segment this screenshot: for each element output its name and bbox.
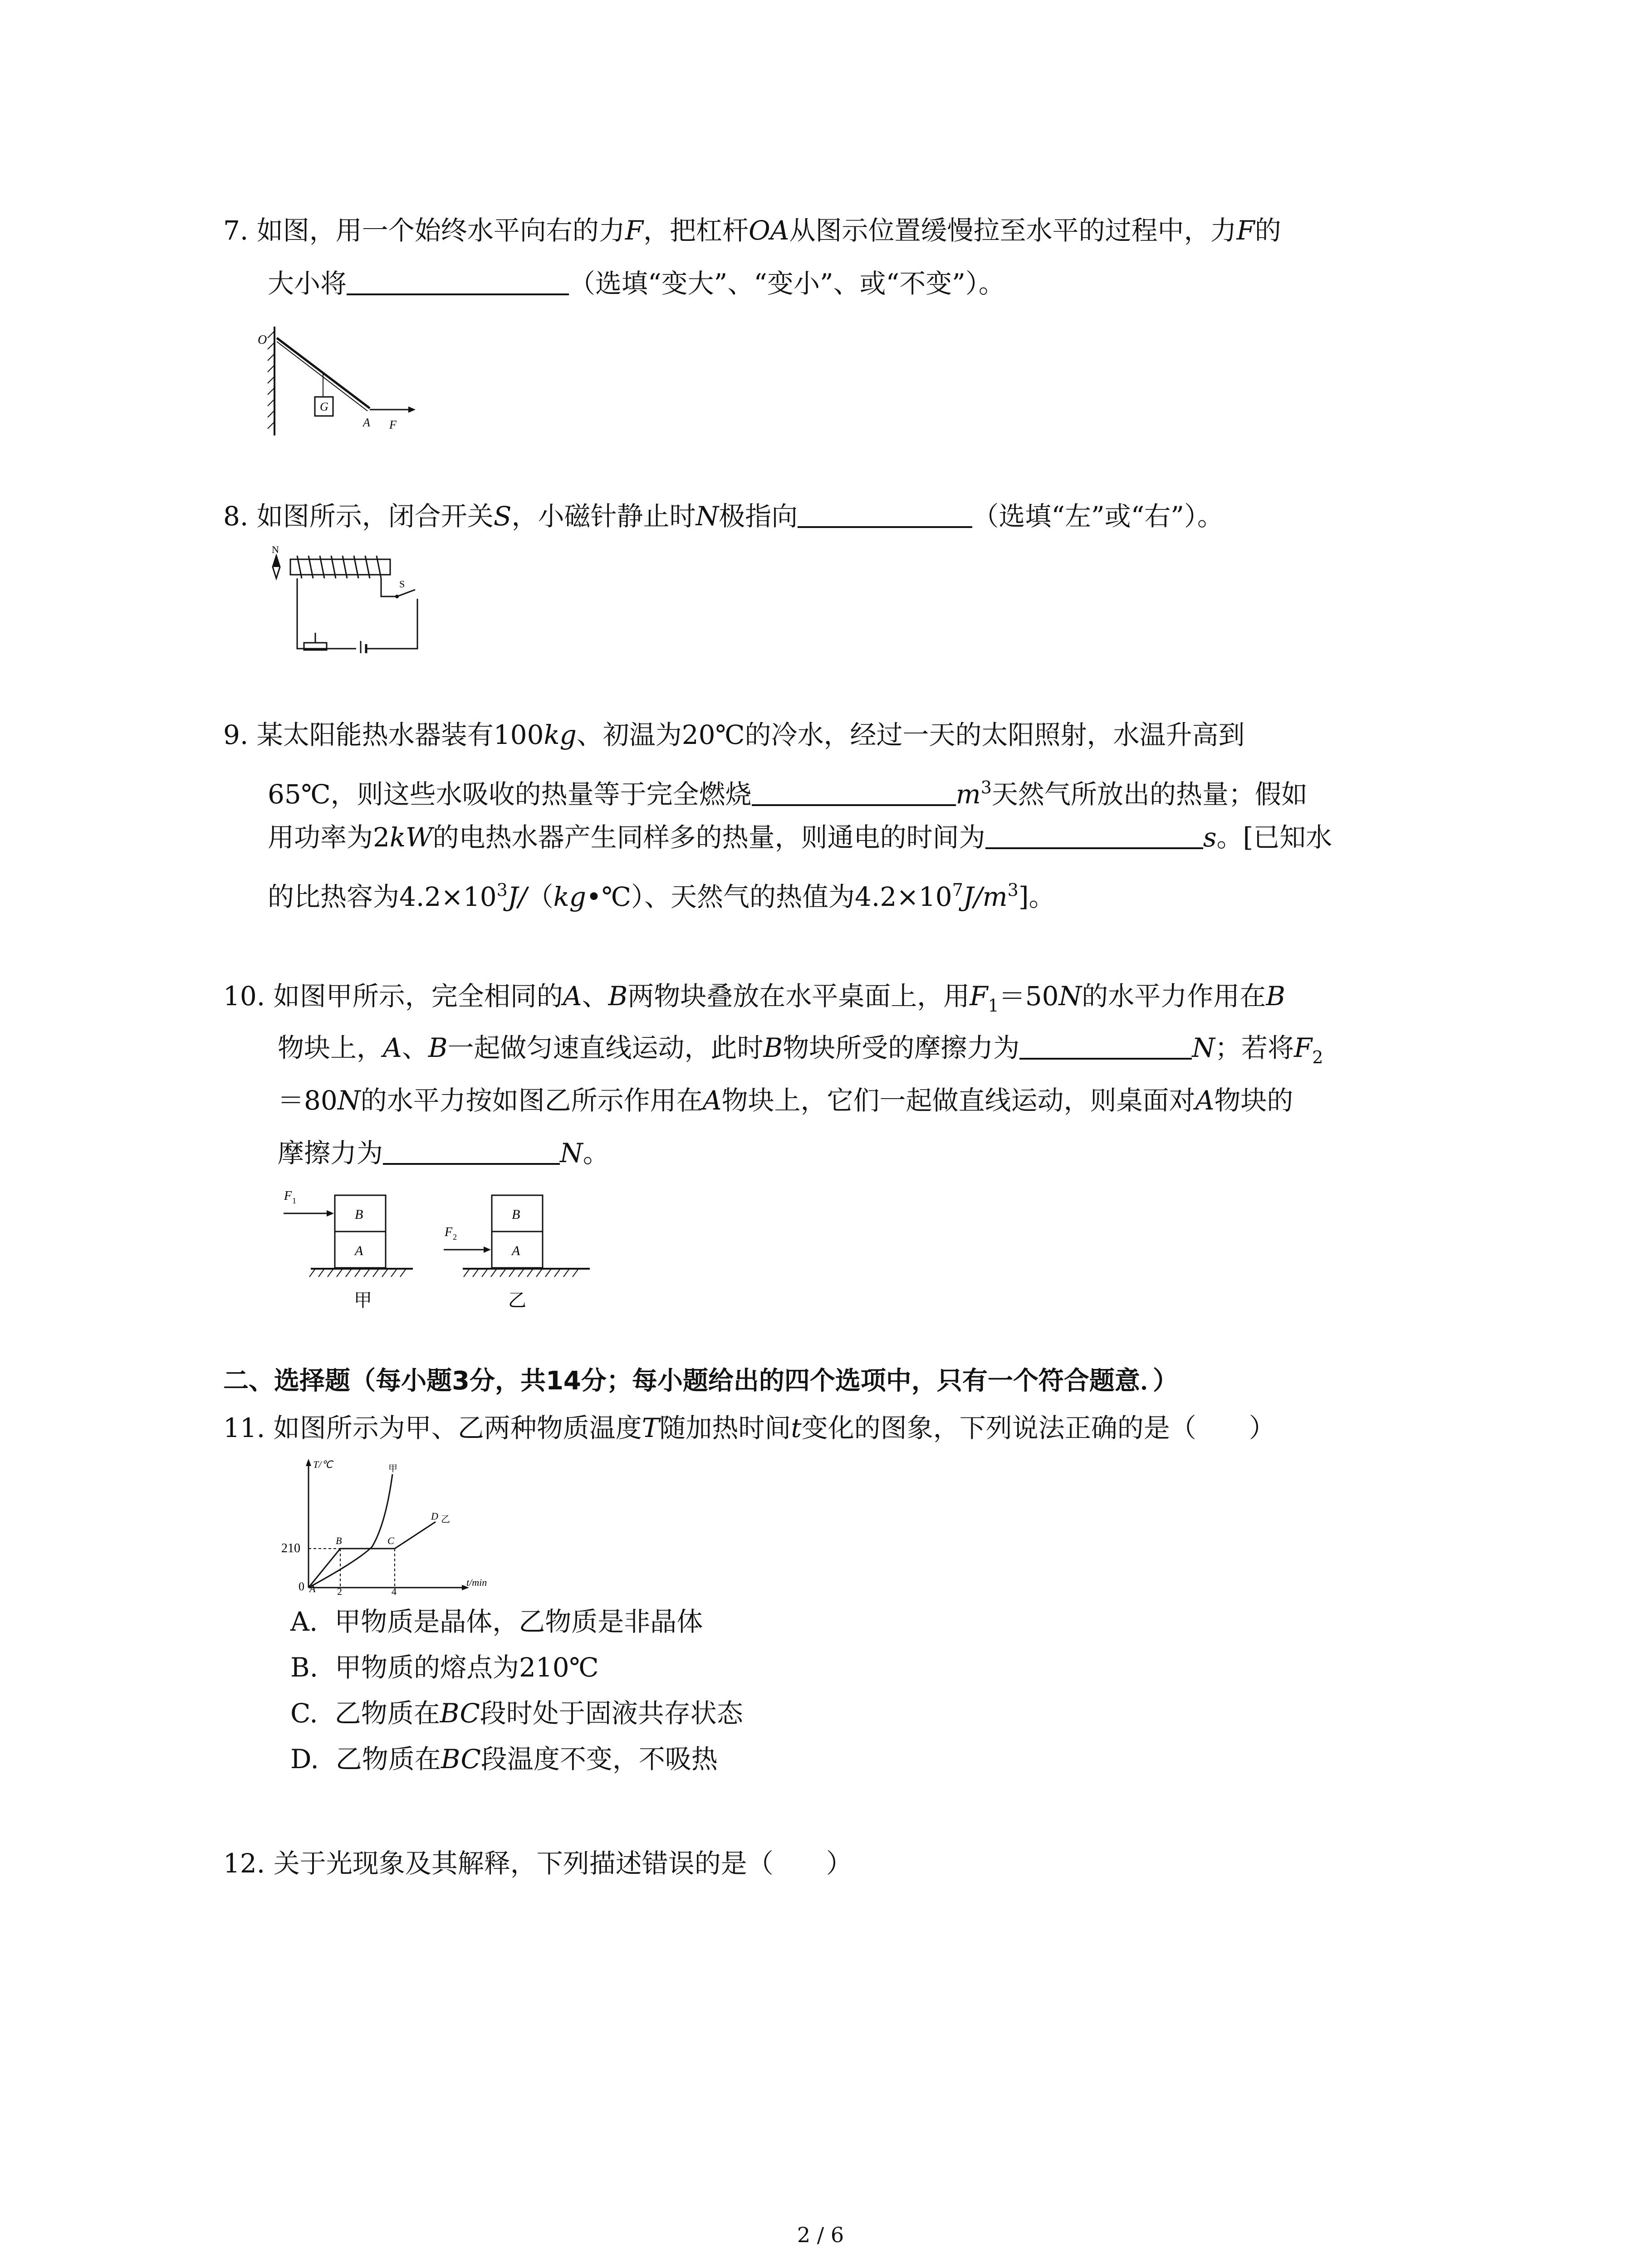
q10-var: A (383, 1032, 402, 1063)
q11-text: 变化的图象，下列说法正确的是（ ） (801, 1413, 1275, 1443)
curve-jia (309, 1474, 392, 1588)
q11-option-d[interactable] (290, 1741, 718, 1777)
q9-unit: kg (553, 881, 586, 912)
q10-text: ；若将 (1215, 1032, 1294, 1063)
option-label: C. (290, 1698, 318, 1729)
q7-text: 从图示位置缓慢拉至水平的过程中，力 (789, 215, 1237, 246)
y-axis-arrowhead (306, 1459, 311, 1466)
q9-unit: m (955, 779, 981, 810)
q10-text: 。 (583, 1138, 609, 1168)
option-text: 段时处于固液共存状态 (480, 1698, 743, 1729)
option-text: 甲物质的熔点为210℃ (334, 1652, 599, 1683)
q10-var: B (1266, 981, 1285, 1012)
section-2-title: 二、选择题（每小题3分，共14分；每小题给出的四个选项中，只有一个符合题意．） (223, 1366, 1178, 1396)
q9-unit: kg (544, 719, 577, 750)
q10-var: B (763, 1032, 783, 1063)
q10-text: ＝50 (999, 981, 1059, 1012)
q8-text: 极指向 (719, 501, 798, 532)
q9-text: •℃）、天然气的热值为4.2×10 (586, 881, 952, 912)
q7-text: 如图，用一个始终水平向右的力 (256, 215, 625, 246)
q9-line-4 (268, 872, 1055, 915)
q9-answer-blank-1[interactable] (752, 777, 956, 806)
q10-sub: 2 (1312, 1047, 1323, 1067)
f1-sub: 1 (292, 1196, 296, 1205)
q9-unit: J/m (963, 881, 1008, 912)
q7-var-f: F (1236, 215, 1255, 246)
curve-jia-label: 甲 (388, 1464, 397, 1474)
option-var: BC (440, 1698, 480, 1729)
option-var: BC (441, 1744, 481, 1774)
q10-text: 摩擦力为 (278, 1138, 383, 1168)
solenoid-core (290, 559, 390, 575)
q8-var-s: S (493, 501, 512, 532)
q11-stem (223, 1410, 1275, 1446)
point-c-label: C (387, 1535, 394, 1546)
q8-number: 8. (223, 501, 249, 532)
q10-line-2 (278, 1030, 1323, 1075)
fig-yi-caption: 乙 (508, 1290, 526, 1310)
q10-line-3 (278, 1082, 1293, 1119)
q10-line-4 (278, 1135, 609, 1171)
q11-option-a[interactable] (290, 1603, 703, 1640)
q9-sup: 3 (980, 777, 992, 797)
point-o-label: O (258, 333, 267, 347)
option-label: D. (290, 1744, 319, 1774)
wire-right (379, 599, 417, 649)
wall-hatching (268, 331, 274, 429)
point-a-label: A (363, 416, 370, 429)
q10-unit: N (1058, 981, 1082, 1012)
option-label: A. (290, 1606, 318, 1637)
q8-var-n: N (696, 501, 719, 532)
origin-label: 0 (299, 1580, 304, 1593)
q10-text: 、 (402, 1032, 428, 1063)
q10-unit: N (337, 1085, 361, 1116)
q9-answer-blank-2[interactable] (985, 820, 1203, 849)
q9-text: （ (527, 881, 554, 912)
q10-blocks-figure (281, 1186, 599, 1313)
q7-text: （选填“变大”、“变小”、或“不变”）。 (569, 268, 1005, 299)
q9-text: 的比热容为4.2×10 (268, 881, 497, 912)
q7-text: ，把杠杆 (643, 215, 749, 246)
q10-unit: N (560, 1138, 583, 1168)
q9-unit: s (1203, 822, 1217, 853)
wire-right-top (381, 578, 397, 596)
q8-line-1 (223, 498, 1224, 534)
q9-text: 某太阳能热水器装有100 (256, 719, 544, 750)
q10-sub: 1 (988, 996, 999, 1016)
wire-left (297, 578, 338, 649)
q11-var: T (642, 1413, 660, 1443)
switch-blade[interactable] (397, 590, 415, 596)
point-a-label: A (309, 1583, 316, 1594)
q10-line-1 (223, 978, 1285, 1024)
q10-var: A (1195, 1085, 1215, 1116)
q10-text: 一起做匀速直线运动，此时 (447, 1032, 764, 1063)
q7-answer-blank[interactable] (347, 266, 569, 295)
q10-text: 、 (582, 981, 608, 1012)
point-b-label: B (336, 1535, 342, 1546)
x-axis-label: t/min (466, 1577, 487, 1588)
q9-text: 、初温为20℃的冷水，经过一天的太阳照射，水温升高到 (576, 719, 1245, 750)
q9-text: 。[已知水 (1216, 822, 1332, 853)
curve-yi (309, 1522, 436, 1588)
q10-text: 的水平力作用在 (1082, 981, 1266, 1012)
q9-number: 9. (223, 719, 249, 750)
q9-line-3 (268, 819, 1332, 855)
q10-var: F (970, 981, 988, 1012)
x-tick-2: 2 (337, 1586, 342, 1597)
q8-text: 如图所示，闭合开关 (256, 501, 494, 532)
force-arrowhead (408, 406, 416, 413)
q7-text: 大小将 (268, 268, 347, 299)
q8-answer-blank[interactable] (798, 499, 972, 528)
q9-text: 65℃，则这些水吸收的热量等于完全燃烧 (268, 779, 752, 810)
point-d-label: D (431, 1510, 438, 1522)
q9-line-2 (268, 769, 1308, 812)
q11-text: 随加热时间 (659, 1413, 791, 1443)
switch-label: S (399, 578, 405, 590)
q9-sup: 3 (496, 880, 508, 900)
q10-answer-blank-2[interactable] (383, 1136, 560, 1165)
f2-sub: 2 (453, 1232, 457, 1242)
q8-circuit-figure (270, 542, 429, 653)
q10-answer-blank-1[interactable] (1019, 1031, 1192, 1060)
q11-temperature-graph (281, 1456, 499, 1597)
force-label: F (389, 418, 397, 431)
q11-option-b[interactable] (290, 1649, 599, 1686)
q10-unit: N (1192, 1032, 1215, 1063)
needle-n-label: N (272, 544, 279, 555)
q8-text: ，小磁针静止时 (511, 501, 696, 532)
option-text: 乙物质在 (335, 1744, 441, 1774)
q10-var: A (702, 1085, 722, 1116)
q10-var: B (428, 1032, 448, 1063)
y-tick-210: 210 (281, 1541, 300, 1555)
q10-text: 物块的 (1214, 1085, 1293, 1116)
q11-number: 11. (223, 1413, 265, 1443)
switch-pivot (395, 595, 399, 598)
q9-text: ]。 (1018, 881, 1055, 912)
option-text: 乙物质在 (334, 1698, 440, 1729)
q7-var-oa: OA (749, 215, 789, 246)
block-b-label: B (355, 1207, 363, 1222)
q9-sup: 3 (1007, 880, 1019, 900)
q8-text: （选填“左”或“右”）。 (972, 501, 1224, 532)
f1-arrowhead (327, 1210, 334, 1217)
q9-text: 用功率为2 (268, 822, 390, 853)
table-jia-hatching (309, 1269, 406, 1277)
q10-text: 物块所受的摩擦力为 (783, 1032, 1020, 1063)
block-a-label: A (355, 1243, 363, 1258)
q12-number: 12. (223, 1848, 265, 1879)
q9-text: 天然气所放出的热量；假如 (991, 779, 1308, 810)
q9-sup: 7 (952, 880, 963, 900)
q11-option-c[interactable] (290, 1695, 743, 1731)
q11-text: 如图所示为甲、乙两种物质温度 (273, 1413, 642, 1443)
f1-label: F (284, 1189, 292, 1203)
q7-text: 的 (1254, 215, 1281, 246)
option-text: 段温度不变，不吸热 (480, 1744, 718, 1774)
q10-var: A (563, 981, 582, 1012)
q10-text: 的水平力按如图乙所示作用在 (360, 1085, 703, 1116)
compass-needle-north (273, 556, 280, 567)
block-a-label: A (512, 1243, 520, 1258)
fig-jia-caption: 甲 (354, 1290, 372, 1310)
f2-arrowhead (484, 1246, 491, 1253)
option-label: B. (290, 1652, 318, 1683)
q9-unit: J/ (507, 881, 527, 912)
q11-var: t (791, 1413, 802, 1443)
q7-var-f: F (625, 215, 644, 246)
page-number: 2 / 6 (797, 2223, 844, 2247)
q10-var: F (1293, 1032, 1313, 1063)
q10-text: 如图甲所示，完全相同的 (273, 981, 563, 1012)
table-yi-hatching (464, 1269, 578, 1277)
q9-text: 的电热水器产生同样多的热量，则通电的时间为 (432, 822, 985, 853)
q12-text: 关于光现象及其解释，下列描述错误的是（ ） (273, 1848, 852, 1879)
option-text: 甲物质是晶体，乙物质是非晶体 (334, 1606, 703, 1637)
q10-var: B (608, 981, 628, 1012)
q10-text: 物块上，它们一起做直线运动，则桌面对 (721, 1085, 1195, 1116)
q10-text: ＝80 (278, 1085, 338, 1116)
q12-stem (223, 1845, 852, 1882)
q9-unit: kW (389, 822, 433, 853)
f2-label: F (445, 1225, 453, 1239)
y-axis-label: T/℃ (313, 1459, 333, 1470)
weight-label: G (320, 400, 328, 413)
q7-line-1 (223, 212, 1281, 249)
q10-text: 物块上， (278, 1032, 383, 1063)
block-b-label: B (512, 1207, 520, 1222)
q7-number: 7. (223, 215, 249, 246)
q10-text: 两物块叠放在水平桌面上，用 (627, 981, 970, 1012)
q7-lever-figure (254, 318, 417, 440)
q10-number: 10. (223, 981, 265, 1012)
x-tick-4: 4 (392, 1586, 397, 1597)
q7-line-2 (268, 265, 1005, 302)
q9-line-1 (223, 717, 1244, 753)
curve-yi-label: 乙 (441, 1515, 450, 1525)
